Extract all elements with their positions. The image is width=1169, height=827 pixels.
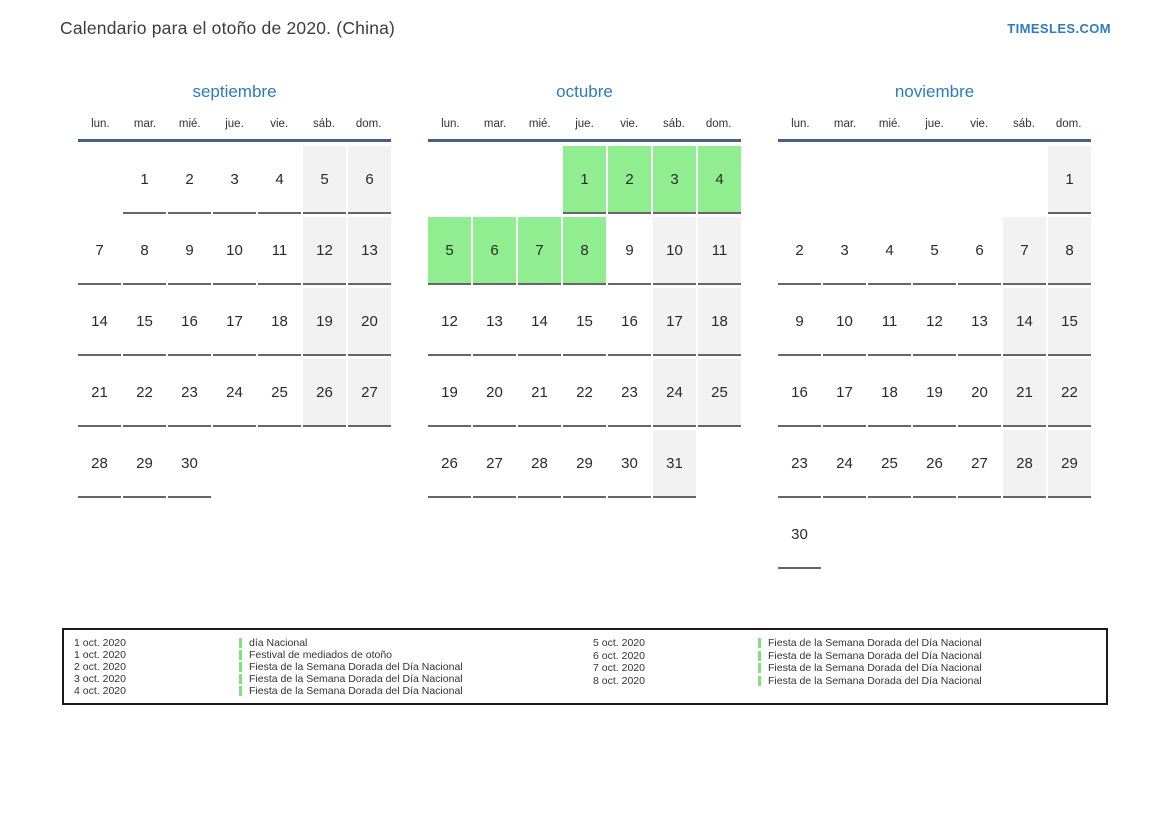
day-septiembre-14: 14 [78,288,121,356]
legend-entry [74,661,585,673]
day-noviembre-21: 21 [1003,359,1046,427]
day-octubre-9: 9 [608,217,651,285]
day-septiembre-25: 25 [258,359,301,427]
legend-entry [74,673,585,685]
day-octubre-31: 31 [653,430,696,498]
day-septiembre-15: 15 [123,288,166,356]
day-septiembre-29: 29 [123,430,166,498]
legend-label: Fiesta de la Semana Dorada del Día Nacional [768,674,982,687]
day-septiembre-12: 12 [303,217,346,285]
day-octubre-23: 23 [608,359,651,427]
legend-label: Festival de mediados de otoño [249,649,393,661]
day-noviembre-1: 1 [1048,146,1091,214]
legend-entry [593,637,1096,650]
legend-entry [593,650,1096,663]
page-title: Calendario para el otoño de 2020. (China) [60,18,396,38]
holiday-tick-icon [239,674,242,684]
day-octubre-5: 5 [428,217,471,285]
weekday-label: vie. [970,118,989,130]
day-cell-empty [958,501,1001,569]
weekday-header-row [428,117,741,142]
day-cell-empty [213,430,256,498]
weekday-header-row [78,117,391,142]
holiday-legend [62,628,1108,705]
day-octubre-22: 22 [563,359,606,427]
holiday-tick-icon [239,650,242,660]
day-septiembre-2: 2 [168,146,211,214]
day-octubre-6: 6 [473,217,516,285]
day-septiembre-4: 4 [258,146,301,214]
day-cell-empty [823,146,866,214]
legend-date: 2 oct. 2020 [74,661,126,673]
day-noviembre-8: 8 [1048,217,1091,285]
legend-column-left [74,637,585,696]
day-noviembre-2: 2 [778,217,821,285]
weekday-label: dom. [705,118,732,130]
day-septiembre-23: 23 [168,359,211,427]
weekday-label: lun. [791,118,810,130]
holiday-tick-icon [239,638,242,648]
legend-label: Fiesta de la Semana Dorada del Día Nacional [249,685,463,697]
day-noviembre-24: 24 [823,430,866,498]
day-septiembre-7: 7 [78,217,121,285]
legend-date: 4 oct. 2020 [74,685,126,697]
day-septiembre-5: 5 [303,146,346,214]
holiday-tick-icon [239,662,242,672]
day-noviembre-3: 3 [823,217,866,285]
day-octubre-29: 29 [563,430,606,498]
day-octubre-19: 19 [428,359,471,427]
day-octubre-7: 7 [518,217,561,285]
holiday-tick-icon [758,663,761,673]
month-grid [778,142,1091,569]
legend-label: Fiesta de la Semana Dorada del Día Nacional [768,662,982,675]
day-cell-empty [258,430,301,498]
legend-date: 1 oct. 2020 [74,637,126,649]
day-noviembre-29: 29 [1048,430,1091,498]
day-octubre-15: 15 [563,288,606,356]
weekday-header-row [778,117,1091,142]
day-octubre-2: 2 [608,146,651,214]
weekday-label: sáb. [313,118,335,130]
day-noviembre-11: 11 [868,288,911,356]
day-noviembre-9: 9 [778,288,821,356]
day-octubre-20: 20 [473,359,516,427]
day-cell-empty [913,146,956,214]
day-septiembre-27: 27 [348,359,391,427]
weekday-label: mié. [178,118,201,130]
day-noviembre-28: 28 [1003,430,1046,498]
weekday-label: dom. [1055,118,1082,130]
day-septiembre-11: 11 [258,217,301,285]
day-cell-empty [868,146,911,214]
calendars-row [78,82,1091,569]
day-octubre-13: 13 [473,288,516,356]
day-octubre-27: 27 [473,430,516,498]
day-octubre-14: 14 [518,288,561,356]
topbar [60,18,1111,39]
month-noviembre [778,82,1091,569]
day-noviembre-10: 10 [823,288,866,356]
legend-entry [593,662,1096,675]
day-octubre-16: 16 [608,288,651,356]
day-septiembre-24: 24 [213,359,256,427]
holiday-tick-icon [758,651,761,661]
legend-date: 3 oct. 2020 [74,673,126,685]
legend-label: Fiesta de la Semana Dorada del Día Nacional [249,661,463,673]
legend-date: 8 oct. 2020 [593,674,645,687]
legend-date: 7 oct. 2020 [593,662,645,675]
holiday-tick-icon [758,638,761,648]
day-cell-empty [518,146,561,214]
day-octubre-28: 28 [518,430,561,498]
weekday-label: mar. [133,118,157,130]
day-cell-empty [958,146,1001,214]
weekday-label: jue. [925,118,944,130]
month-title: octubre [556,82,613,101]
day-octubre-12: 12 [428,288,471,356]
month-grid [78,142,391,498]
day-noviembre-17: 17 [823,359,866,427]
day-septiembre-13: 13 [348,217,391,285]
legend-date: 6 oct. 2020 [593,649,645,662]
day-noviembre-14: 14 [1003,288,1046,356]
day-septiembre-9: 9 [168,217,211,285]
day-septiembre-21: 21 [78,359,121,427]
month-grid [428,142,741,498]
day-septiembre-26: 26 [303,359,346,427]
weekday-label: lun. [91,118,110,130]
day-septiembre-10: 10 [213,217,256,285]
day-noviembre-30: 30 [778,501,821,569]
weekday-label: vie. [620,118,639,130]
day-septiembre-19: 19 [303,288,346,356]
day-septiembre-22: 22 [123,359,166,427]
day-noviembre-23: 23 [778,430,821,498]
legend-date: 5 oct. 2020 [593,637,645,650]
day-cell-empty [473,146,516,214]
legend-label: Fiesta de la Semana Dorada del Día Nacional [768,649,982,662]
day-octubre-4: 4 [698,146,741,214]
day-octubre-18: 18 [698,288,741,356]
day-cell-empty [868,501,911,569]
day-septiembre-3: 3 [213,146,256,214]
day-octubre-1: 1 [563,146,606,214]
day-septiembre-8: 8 [123,217,166,285]
weekday-label: jue. [225,118,244,130]
day-noviembre-5: 5 [913,217,956,285]
day-noviembre-16: 16 [778,359,821,427]
day-septiembre-1: 1 [123,146,166,214]
month-title: noviembre [894,82,975,101]
day-cell-empty [1048,501,1091,569]
day-cell-empty [698,430,741,498]
month-septiembre [78,82,391,569]
day-noviembre-7: 7 [1003,217,1046,285]
day-noviembre-18: 18 [868,359,911,427]
weekday-label: mar. [833,118,857,130]
legend-date: 1 oct. 2020 [74,649,126,661]
weekday-label: mar. [483,118,507,130]
day-octubre-25: 25 [698,359,741,427]
day-octubre-3: 3 [653,146,696,214]
legend-label: Fiesta de la Semana Dorada del Día Nacional [249,673,463,685]
day-octubre-30: 30 [608,430,651,498]
day-cell-empty [1003,501,1046,569]
weekday-label: mié. [528,118,551,130]
day-octubre-24: 24 [653,359,696,427]
day-cell-empty [303,430,346,498]
legend-entry [593,675,1096,688]
day-octubre-21: 21 [518,359,561,427]
day-noviembre-6: 6 [958,217,1001,285]
day-octubre-17: 17 [653,288,696,356]
day-noviembre-25: 25 [868,430,911,498]
day-septiembre-6: 6 [348,146,391,214]
day-cell-empty [778,146,821,214]
day-septiembre-18: 18 [258,288,301,356]
holiday-tick-icon [758,676,761,686]
day-cell-empty [348,430,391,498]
day-cell-empty [428,146,471,214]
day-noviembre-13: 13 [958,288,1001,356]
day-octubre-26: 26 [428,430,471,498]
day-noviembre-4: 4 [868,217,911,285]
legend-label: Fiesta de la Semana Dorada del Día Nacional [768,637,982,650]
month-title: septiembre [192,82,277,101]
holiday-tick-icon [239,686,242,696]
legend-column-right [585,637,1096,696]
day-septiembre-17: 17 [213,288,256,356]
day-noviembre-20: 20 [958,359,1001,427]
day-noviembre-22: 22 [1048,359,1091,427]
day-cell-empty [913,501,956,569]
day-noviembre-12: 12 [913,288,956,356]
day-octubre-10: 10 [653,217,696,285]
day-septiembre-16: 16 [168,288,211,356]
weekday-label: jue. [575,118,594,130]
weekday-label: mié. [878,118,901,130]
day-septiembre-20: 20 [348,288,391,356]
weekday-label: dom. [355,118,382,130]
day-cell-empty [1003,146,1046,214]
day-septiembre-30: 30 [168,430,211,498]
brand-link[interactable]: TIMESLES.COM [1007,21,1111,36]
legend-label: día Nacional [249,637,308,649]
day-octubre-11: 11 [698,217,741,285]
day-noviembre-26: 26 [913,430,956,498]
legend-entry [74,637,585,649]
weekday-label: vie. [270,118,289,130]
day-cell-empty [78,146,121,214]
legend-entry [74,685,585,697]
month-octubre [428,82,741,569]
day-octubre-8: 8 [563,217,606,285]
day-cell-empty [823,501,866,569]
day-noviembre-27: 27 [958,430,1001,498]
weekday-label: sáb. [663,118,685,130]
day-septiembre-28: 28 [78,430,121,498]
weekday-label: sáb. [1013,118,1035,130]
day-noviembre-15: 15 [1048,288,1091,356]
day-noviembre-19: 19 [913,359,956,427]
weekday-label: lun. [441,118,460,130]
legend-entry [74,649,585,661]
